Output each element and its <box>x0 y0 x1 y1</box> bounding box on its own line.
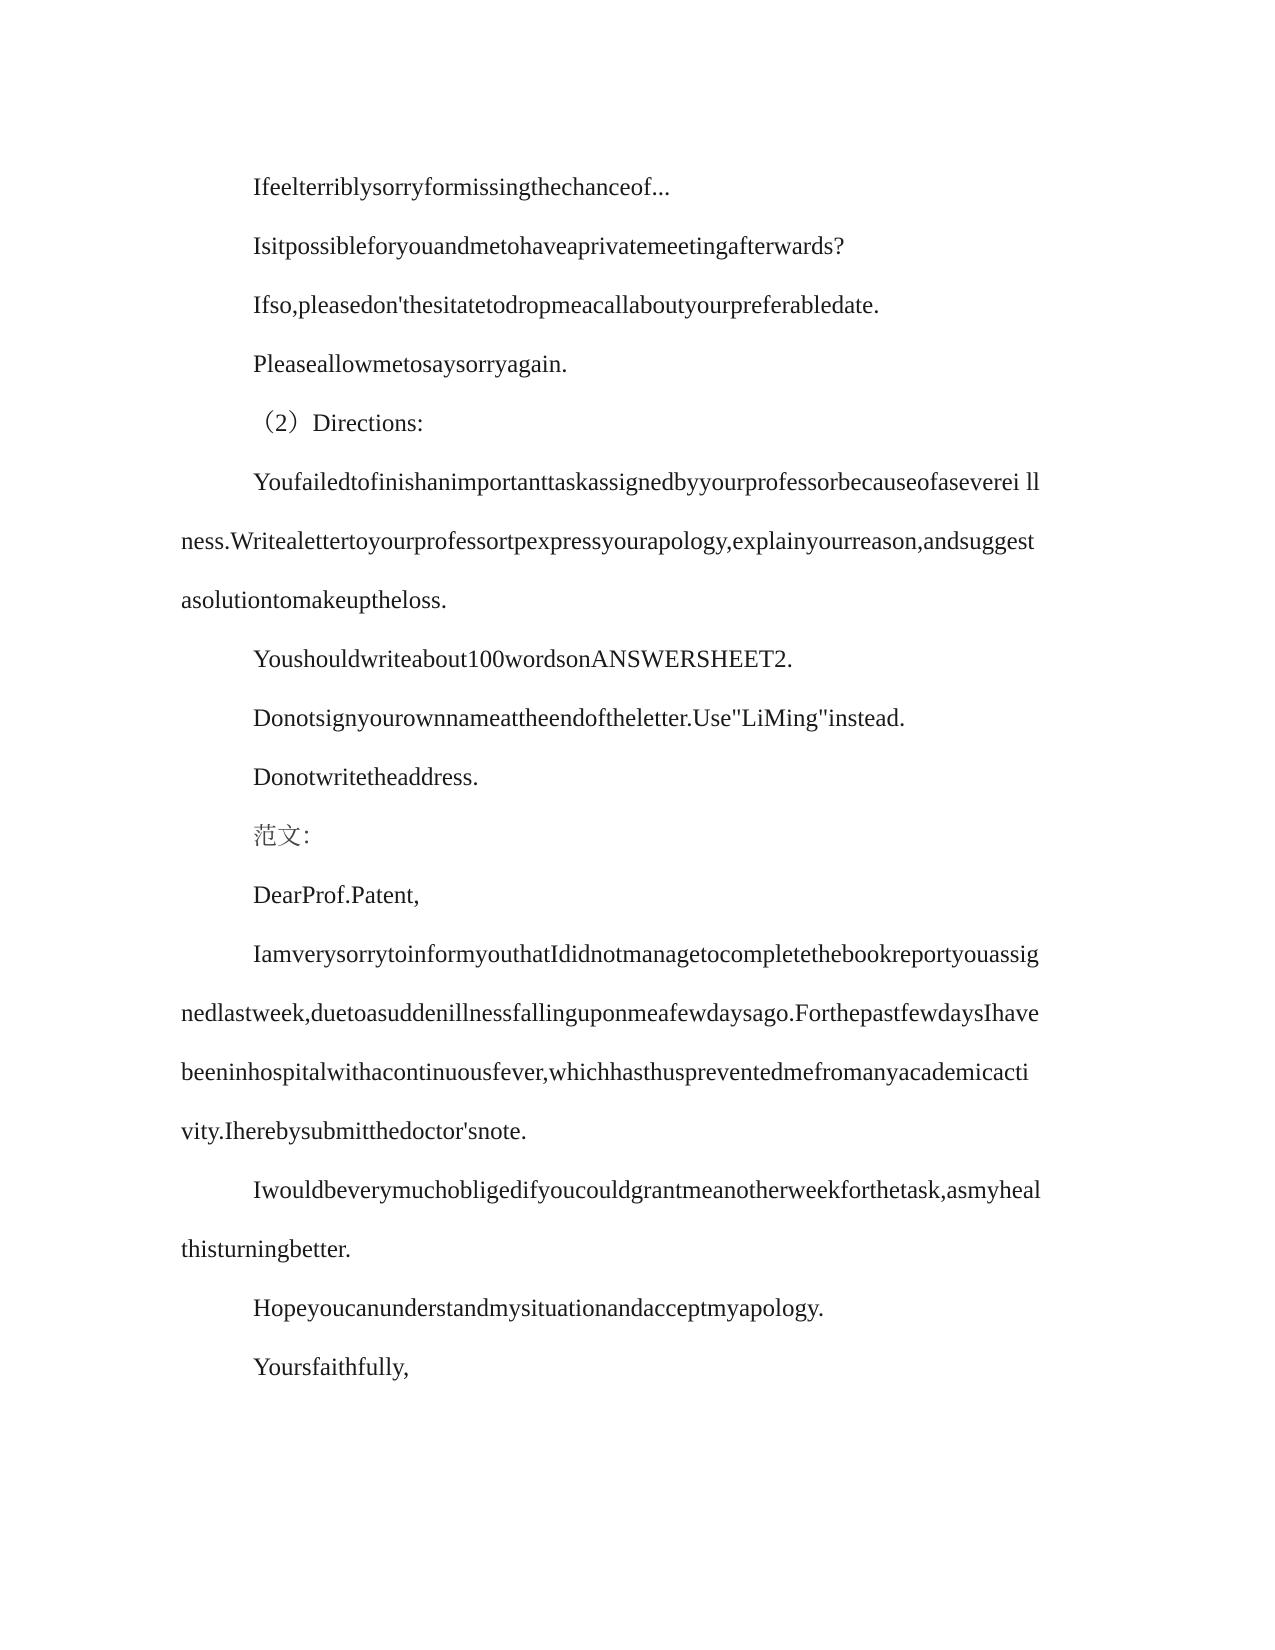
letter-body-closing: Hopeyoucanunderstandmysituationandacceptmyapology. <box>253 1295 825 1322</box>
directions-signature: Donotsignyourownnameattheendoftheletter.Use"LiMing"instead. <box>253 705 906 732</box>
directions-heading: （2）Directions: <box>250 410 424 437</box>
letter-body-apology: IamverysorrytoinformyouthatIdidnotmanagetocompletethebookreportyouassignedlastweek,duetoasuddenillnessfallinguponmeafewdaysago.ForthepastfewdaysIhavebeeninhospitalwithacontinuousfever,whichhasthuspreventedmefromanyacademicactivity.Iherebysubmitthedoctor'snote. <box>181 941 1040 1145</box>
paragraph-call-request: Ifso,pleasedon'thesitatetodropmeacallaboutyourpreferabledate. <box>253 292 880 319</box>
paragraph-sorry-missing: Ifeelterriblysorryformissingthechanceof... <box>253 174 671 201</box>
paragraph-private-meeting: Isitpossibleforyouandmetohaveaprivatemeetingafterwards? <box>253 233 845 260</box>
letter-body-request: Iwouldbeverymuchobligedifyoucouldgrantmeanotherweekforthetask,asmyhealthisturningbetter. <box>181 1177 1041 1263</box>
directions-word-count: Youshouldwriteabout100wordsonANSWERSHEET2. <box>253 646 793 673</box>
directions-task-description: Youfailedtofinishanimportanttaskassignedbyyourprofessorbecauseofaseverei llness.Writealettertoyourprofessortpexpressyourapology,explainyourreason,andsuggestasolutiontomakeuptheloss. <box>181 469 1040 614</box>
paragraph-sorry-again: Pleaseallowmetosaysorryagain. <box>253 351 568 378</box>
letter-salutation: DearProf.Patent, <box>253 882 420 909</box>
sample-essay-label: 范文： <box>253 822 325 850</box>
document-body <box>181 158 1041 1397</box>
letter-signoff: Yoursfaithfully, <box>253 1354 410 1381</box>
directions-address: Donotwritetheaddress. <box>253 764 479 791</box>
